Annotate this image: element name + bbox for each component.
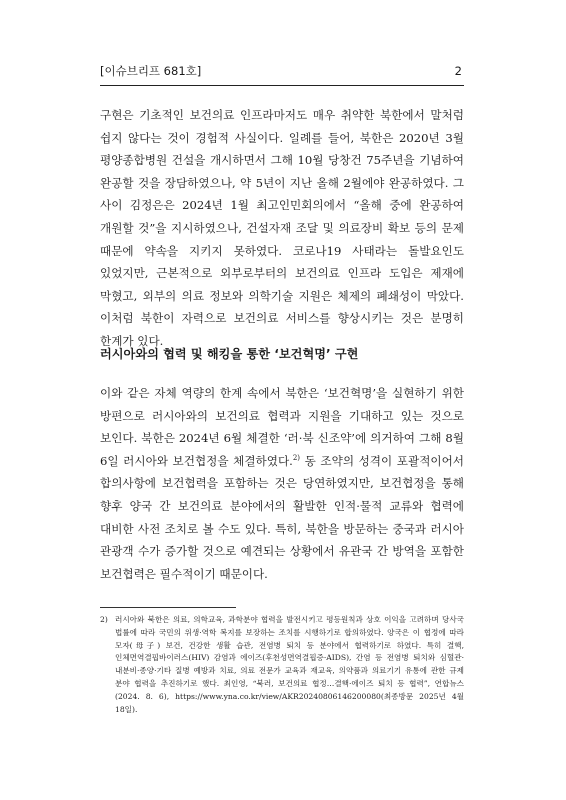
footnote — [100, 614, 464, 716]
header-divider — [100, 85, 464, 86]
body-paragraph-1: 구현은 기초적인 보건의료 인프라마저도 매우 취약한 북한에서 말처럼 쉽지 않다는 것이 경험적 사실이다. 일례를 들어, 북한은 2020년 3월 평양종합병원 건설을 개시하면서 그해 10월 당창건 75주년을 기념하여 완공할 것을 장담하였으나, 약 5년이 지난 올해 2월에야 완공하였다. 그 사이 김정은은 2024년 1월 최고인민회의에서 “올해 중에 완공하여 개원할 것”을 지시하였으나, 건설자재 조달 및 의료장비 확보 등의 문제 때문에 약속을 지키지 못하였다. 코로나19 사태라는 돌발요인도 있었지만, 근본적으로 외부로부터의 보건의료 인프라 도입은 제재에 막혔고, 외부의 의료 정보와 의학기술 지원은 체제의 폐쇄성이 막았다. 이처럼 북한이 자력으로 보건의료 서비스를 향상시키는 것은 분명히 한계가 있다. — [100, 108, 464, 348]
paragraph-2-text-after-ref: 동 조약의 성격이 포괄적이어서 합의사항에 보건협력을 포함하는 것은 당연하였지만, 보건협정을 통해 향후 양국 간 보건의료 분야에서의 활발한 인적·물적 교류와 협력에 대비한 사전 조치로 볼 수도 있다. 특히, 북한을 방문하는 중국과 러시아 관광객 수가 증가할 것으로 예견되는 상황에서 유관국 간 방역을 포함한 보건협력은 필수적이기 때문이다. — [100, 453, 464, 581]
section-heading: 러시아와의 협력 및 해킹을 통한 ‘보건혁명’ 구현 — [100, 347, 359, 361]
footnote-reference[interactable]: 2) — [292, 453, 301, 462]
page-number: 2 — [454, 64, 462, 78]
body-paragraph-2 — [100, 382, 464, 585]
footnote-divider — [100, 607, 236, 608]
footnote-number: 2) — [100, 615, 108, 624]
footnote-text: 러시아와 북한은 의료, 의학교육, 과학분야 협력을 발전시키고 평등원칙과 상호 이익을 고려하며 당사국 법률에 따라 국민의 위생·역학 복지를 보장하는 조치를 시행하기로 합의하였다. 양국은 이 협정에 따라 모자(母子) 보건, 건강한 생활 습관, 전염병 퇴치 등 분야에서 협력하기로 하였다. 특히 결핵, 인체면역결핍바이러스(HIV) 감염과 에이즈(후천성면역결핍증·AIDS), 간염 등 전염병 퇴치와 심혈관·내분비·종양·기타 질병 예방과 치료, 의료 전문가 교육과 재교육, 의약품과 의료기기 유통에 관한 규제 분야 협력을 추진하기로 했다. 최인영, “북러, 보건의료 협정…결핵·에이즈 퇴치 등 협력”, 연합뉴스(2024. 8. 6), https://www.yna.co.kr/view/AKR20240806146200080(최종방문 2025년 4월 18일). — [115, 615, 464, 714]
issue-label: [이슈브리프 681호] — [100, 64, 202, 78]
page-header — [100, 62, 464, 80]
paragraph-2-text-before-ref: 이와 같은 자체 역량의 한계 속에서 북한은 ‘보건혁명’을 실현하기 위한 방편으로 러시아와의 보건의료 협력과 지원을 기대하고 있는 것으로 보인다. 북한은 2024년 6월 체결한 ‘러·북 신조약’에 의거하여 그해 8월 6일 러시아와 보건협정을 체결하였다. — [100, 386, 464, 468]
